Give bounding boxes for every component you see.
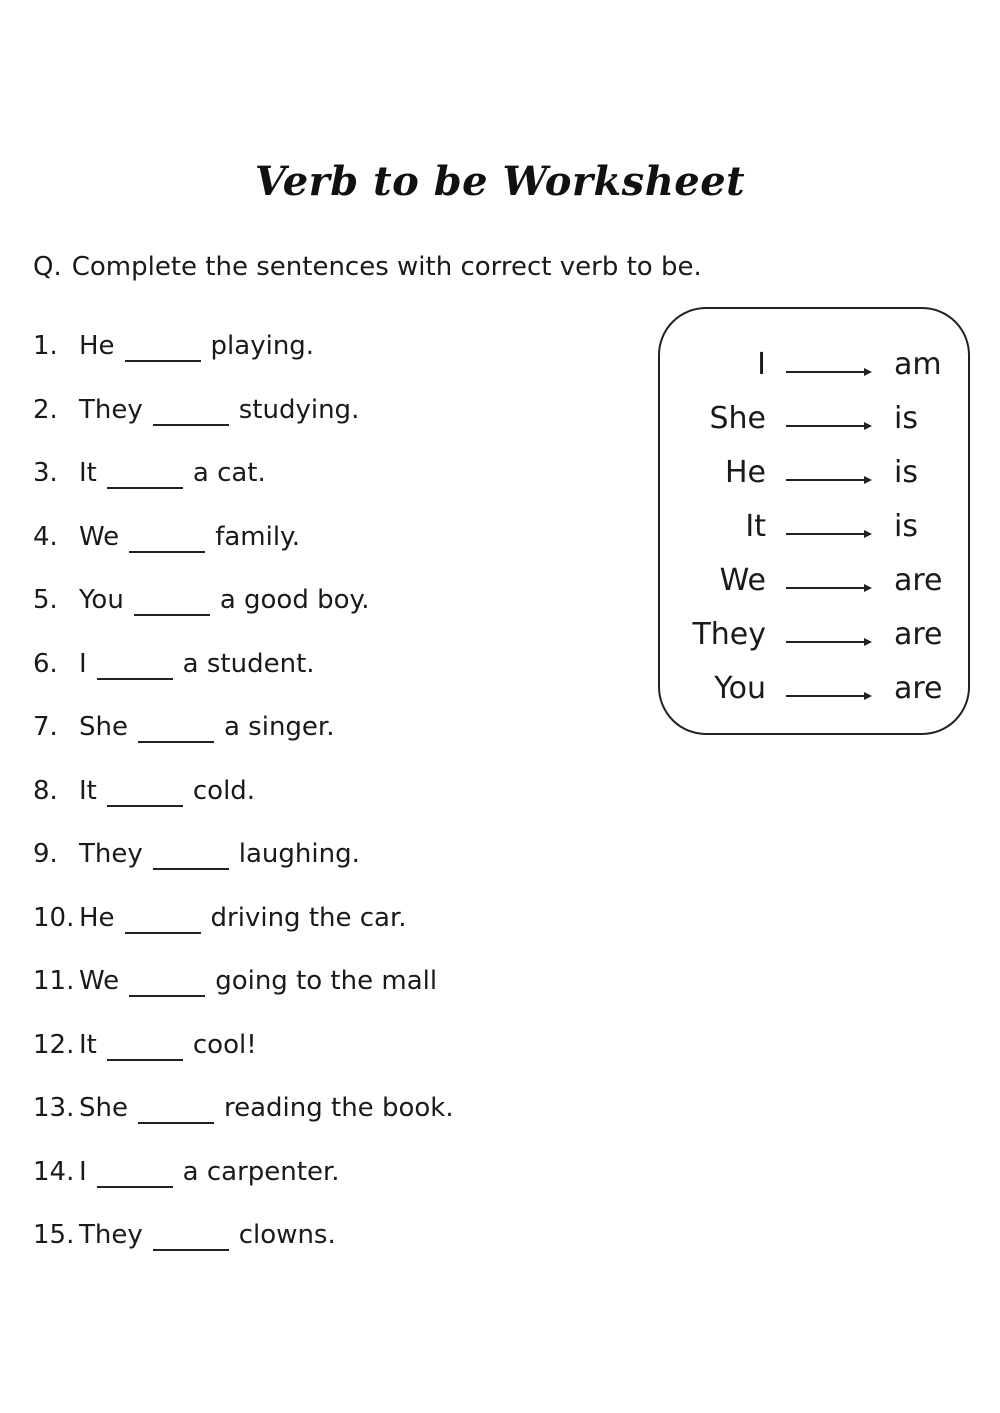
- question-rest: a student.: [182, 648, 315, 679]
- answer-blank[interactable]: [125, 330, 201, 362]
- question-item: [33, 1029, 454, 1093]
- question-subject: He: [79, 902, 115, 933]
- question-subject: They: [79, 1220, 143, 1250]
- verb-reference-box: [658, 307, 970, 735]
- reference-verb: are: [894, 563, 943, 598]
- question-item: [33, 1219, 454, 1283]
- question-item: [33, 457, 454, 521]
- question-number: 8.: [33, 775, 58, 806]
- answer-blank[interactable]: [134, 584, 210, 616]
- question-item: [33, 838, 454, 902]
- question-rest: a cat.: [192, 458, 266, 488]
- question-rest: a carpenter.: [182, 1156, 340, 1187]
- question-subject: We: [79, 966, 120, 996]
- answer-blank[interactable]: [129, 521, 205, 553]
- answer-blank[interactable]: [129, 965, 205, 997]
- question-number: 4.: [33, 521, 58, 552]
- question-rest: cold.: [192, 775, 256, 806]
- answer-blank[interactable]: [153, 838, 229, 870]
- question-list: [33, 330, 454, 1283]
- question-rest: playing.: [210, 331, 315, 361]
- reference-pronoun: They: [692, 617, 766, 652]
- question-rest: laughing.: [238, 839, 360, 869]
- question-item: [33, 965, 454, 1029]
- instruction-text: Complete the sentences with correct verb to be.: [71, 252, 702, 282]
- question-item: [33, 330, 454, 394]
- right-arrow-icon: [786, 583, 872, 593]
- answer-blank[interactable]: [138, 1092, 214, 1124]
- question-number: 1.: [33, 331, 58, 361]
- question-number: 15.: [33, 1220, 75, 1250]
- reference-row: [660, 455, 972, 495]
- question-subject: She: [79, 1093, 128, 1123]
- reference-pronoun: He: [724, 455, 766, 490]
- question-rest: going to the mall: [215, 966, 438, 996]
- instruction: [33, 252, 702, 282]
- question-item: [33, 711, 454, 775]
- question-number: 9.: [33, 839, 58, 869]
- reference-verb: is: [894, 509, 918, 544]
- reference-row: [660, 401, 972, 441]
- question-subject: It: [79, 775, 97, 806]
- question-rest: a good boy.: [219, 585, 370, 615]
- question-rest: family.: [215, 521, 300, 552]
- right-arrow-icon: [786, 475, 872, 485]
- question-item: [33, 775, 454, 839]
- reference-verb: is: [894, 455, 918, 490]
- right-arrow-icon: [786, 367, 872, 377]
- reference-row: [660, 617, 972, 657]
- question-number: 2.: [33, 394, 58, 425]
- question-number: 12.: [33, 1029, 75, 1060]
- question-number: 6.: [33, 648, 58, 679]
- answer-blank[interactable]: [107, 1029, 183, 1061]
- question-item: [33, 648, 454, 712]
- question-number: 13.: [33, 1093, 75, 1123]
- reference-pronoun: She: [709, 401, 766, 436]
- question-item: [33, 521, 454, 585]
- question-number: 5.: [33, 585, 58, 615]
- question-subject: It: [79, 458, 97, 488]
- answer-blank[interactable]: [97, 648, 173, 680]
- answer-blank[interactable]: [97, 1156, 173, 1188]
- question-subject: You: [79, 585, 124, 615]
- reference-pronoun: You: [714, 671, 766, 706]
- answer-blank[interactable]: [107, 775, 183, 807]
- reference-row: [660, 509, 972, 549]
- question-subject: I: [79, 648, 87, 679]
- reference-pronoun: We: [719, 563, 766, 598]
- question-subject: They: [79, 394, 143, 425]
- question-rest: reading the book.: [223, 1093, 454, 1123]
- reference-row: [660, 563, 972, 603]
- question-subject: They: [79, 839, 143, 869]
- question-item: [33, 394, 454, 458]
- reference-verb: am: [894, 347, 942, 382]
- question-item: [33, 1092, 454, 1156]
- question-item: [33, 1156, 454, 1220]
- question-number: 7.: [33, 712, 58, 742]
- reference-pronoun: I: [757, 347, 766, 382]
- answer-blank[interactable]: [107, 457, 183, 489]
- question-number: 10.: [33, 902, 75, 933]
- right-arrow-icon: [786, 691, 872, 701]
- reference-pronoun: It: [745, 509, 766, 544]
- question-rest: driving the car.: [210, 902, 407, 933]
- instruction-marker: Q.: [33, 252, 62, 282]
- question-subject: It: [79, 1029, 97, 1060]
- right-arrow-icon: [786, 529, 872, 539]
- question-rest: cool!: [192, 1029, 257, 1060]
- question-number: 11.: [33, 966, 75, 996]
- question-number: 3.: [33, 458, 58, 488]
- answer-blank[interactable]: [138, 711, 214, 743]
- question-subject: He: [79, 331, 115, 361]
- right-arrow-icon: [786, 637, 872, 647]
- question-item: [33, 902, 454, 966]
- question-number: 14.: [33, 1156, 75, 1187]
- question-subject: We: [79, 521, 120, 552]
- question-rest: a singer.: [223, 712, 335, 742]
- question-item: [33, 584, 454, 648]
- reference-verb: are: [894, 617, 943, 652]
- question-subject: She: [79, 712, 128, 742]
- worksheet-title: Verb to be Worksheet: [254, 158, 746, 205]
- reference-verb: is: [894, 401, 918, 436]
- reference-verb: are: [894, 671, 943, 706]
- answer-blank[interactable]: [153, 1219, 229, 1251]
- question-rest: clowns.: [238, 1220, 336, 1250]
- right-arrow-icon: [786, 421, 872, 431]
- question-rest: studying.: [238, 394, 360, 425]
- answer-blank[interactable]: [125, 902, 201, 934]
- answer-blank[interactable]: [153, 394, 229, 426]
- reference-row: [660, 347, 972, 387]
- reference-row: [660, 671, 972, 711]
- question-subject: I: [79, 1156, 87, 1187]
